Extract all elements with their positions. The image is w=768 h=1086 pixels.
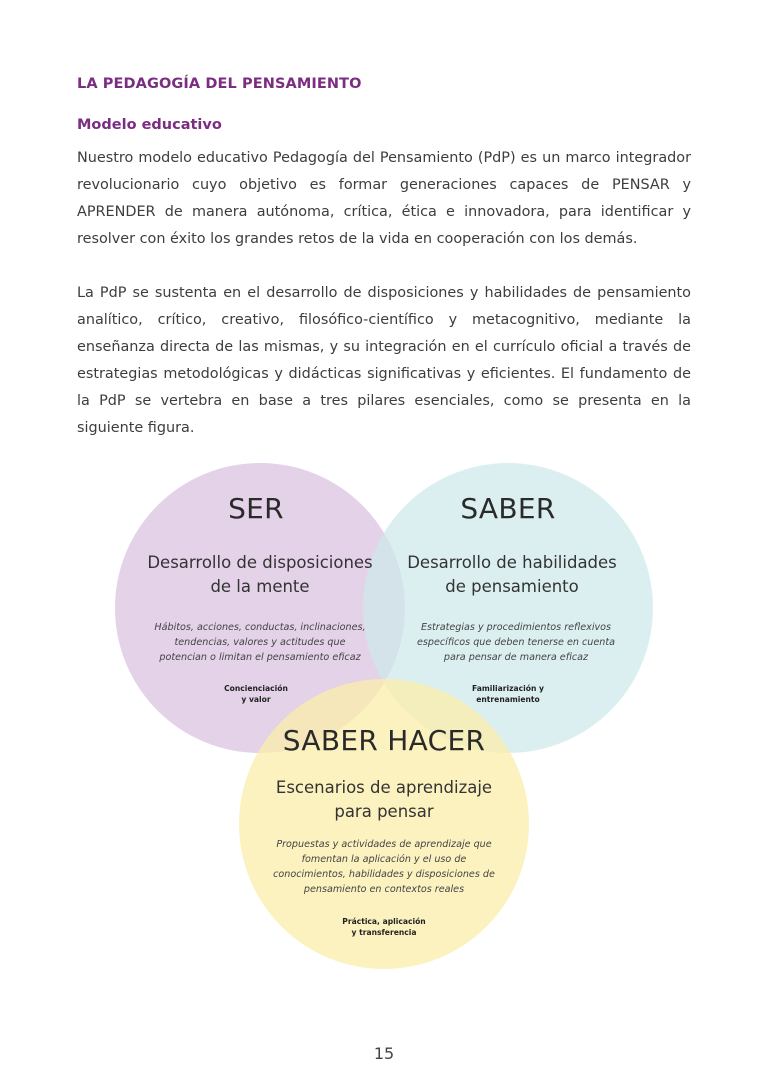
saber-footer: Familiarización y entrenamiento: [472, 684, 544, 704]
saber-description: Estrategias y procedimientos reflexivos específicos que deben tenerse en cuenta para pensar de manera eficaz: [416, 622, 615, 663]
ser-footer: Concienciación y valor: [224, 684, 288, 704]
saber-title: SABER: [460, 492, 556, 525]
saber-hacer-title: SABER HACER: [282, 724, 486, 757]
ser-subtitle: Desarrollo de disposiciones de la mente: [147, 553, 373, 596]
saber-subtitle: Desarrollo de habilidades de pensamiento: [407, 553, 617, 596]
venn-diagram: [0, 440, 768, 980]
ser-description: Hábitos, acciones, conductas, inclinaciones, tendencias, valores y actitudes que potencian o limitan el pensamiento eficaz: [154, 622, 366, 663]
saber-hacer-subtitle: Escenarios de aprendizaje para pensar: [275, 778, 493, 821]
paragraph-2: La PdP se sustenta en el desarrollo de disposiciones y habilidades de pensamiento analítico, crítico, creativo, filosófico-científico y metacognitivo, mediante la enseñanza directa de las mismas, y su integración en el currículo oficial a través de estrategias metodológicas y didácticas significativas y eficientes. El fundamento de la PdP se vertebra en base a tres pilares esenciales, como se presenta en la siguiente figura.: [77, 285, 691, 436]
page-number: 15: [373, 1044, 395, 1063]
paragraph-1: Nuestro modelo educativo Pedagogía del Pensamiento (PdP) es un marco integrador revolucionario cuyo objetivo es formar generaciones capaces de PENSAR y APRENDER de manera autónoma, crítica, ética e innovadora, para identificar y resolver con éxito los grandes retos de la vida en cooperación con los demás.: [77, 150, 691, 247]
ser-title: SER: [228, 492, 284, 525]
section-heading: LA PEDAGOGÍA DEL PENSAMIENTO: [77, 76, 362, 92]
saber-hacer-footer: Práctica, aplicación y transferencia: [342, 917, 426, 937]
subsection-heading: Modelo educativo: [77, 117, 222, 133]
saber-hacer-description: Propuestas y actividades de aprendizaje que fomentan la aplicación y el uso de conocimientos, habilidades y disposiciones de pensamiento en contextos reales: [273, 839, 495, 895]
